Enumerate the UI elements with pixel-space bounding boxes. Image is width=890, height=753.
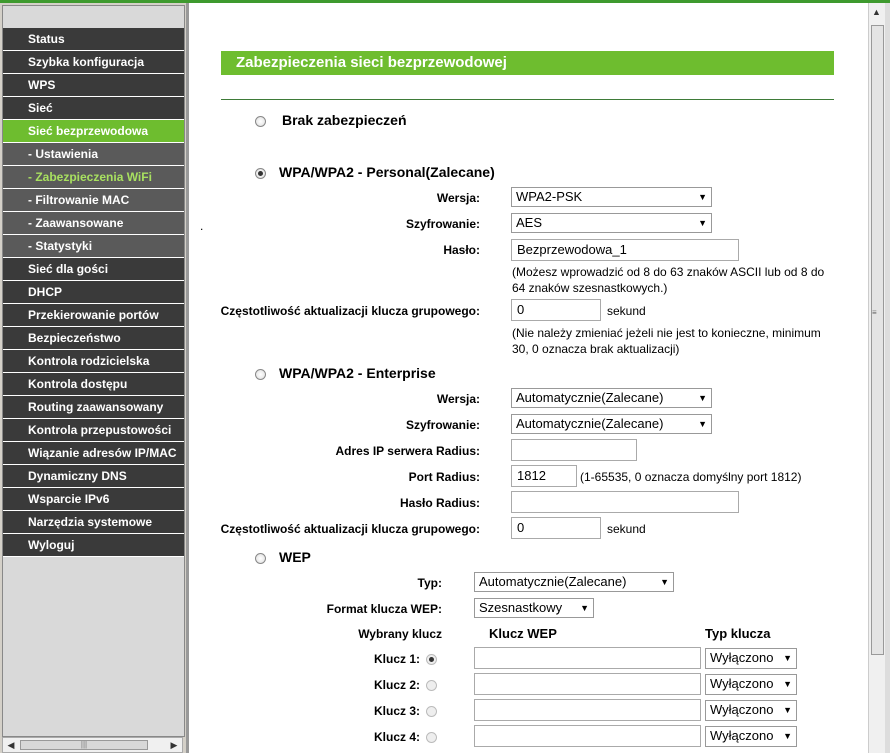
personal-encryption-value: AES [516,215,543,230]
enterprise-group-key-label: Częstotliwość aktualizacji klucza grupowego: [220,522,480,536]
wep-key4-type-select[interactable] [705,726,797,747]
personal-password-hint-1: (Możesz wprowadzić od 8 do 63 znaków ASCII lub od 8 do [512,265,825,279]
enterprise-group-key-unit: sekund [607,522,646,536]
sidebar-item-bandwidth-control[interactable]: Kontrola przepustowości [3,419,184,442]
wep-key2-radio[interactable] [426,680,437,691]
sidebar-horizontal-scrollbar[interactable] [2,737,183,753]
enterprise-version-value: Automatycznie(Zalecane) [516,390,664,405]
wpa-personal-label: WPA/WPA2 - Personal(Zalecane) [279,164,495,180]
wep-col-key: Klucz WEP [489,626,557,641]
sidebar-item-guest-network[interactable]: Sieć dla gości [3,258,184,281]
personal-version-select[interactable] [511,187,712,207]
wep-key3-type-value: Wyłączono [710,702,774,717]
sidebar-subitem-mac-filtering[interactable]: - Filtrowanie MAC [3,189,184,212]
wep-key2-type-select[interactable] [705,674,797,695]
sidebar-item-port-forwarding[interactable]: Przekierowanie portów [3,304,184,327]
chevron-down-icon: ▼ [698,218,707,228]
chevron-down-icon: ▼ [783,653,792,663]
sidebar-subitem-wifi-security[interactable]: - Zabezpieczenia WiFi [3,166,184,189]
chevron-down-icon: ▼ [783,705,792,715]
chevron-down-icon: ▼ [698,419,707,429]
scroll-up-icon[interactable]: ▲ [872,7,881,17]
wep-key3-input[interactable] [474,699,701,721]
scroll-right-icon[interactable]: ▶ [170,740,178,750]
page-title: Zabezpieczenia sieci bezprzewodowej [221,51,834,75]
wpa-enterprise-radio[interactable] [255,369,266,380]
chevron-down-icon: ▼ [580,603,589,613]
wep-key2-label: Klucz 2: [373,678,420,692]
wep-col-selected: Wybrany klucz [358,627,442,641]
personal-password-hint-2: 64 znaków szesnastkowych.) [512,281,668,295]
sidebar-item-dhcp[interactable]: DHCP [3,281,184,304]
wep-key1-input[interactable] [474,647,701,669]
sidebar-item-access-control[interactable]: Kontrola dostępu [3,373,184,396]
personal-encryption-label: Szyfrowanie: [405,217,480,231]
scroll-thumb[interactable]: ||| [20,740,148,750]
personal-password-input[interactable]: Bezprzewodowa_1 [511,239,739,261]
enterprise-group-key-input[interactable]: 0 [511,517,601,539]
enterprise-encryption-select[interactable] [511,414,712,434]
scroll-left-icon[interactable]: ◀ [7,740,15,750]
title-divider [221,99,834,100]
enterprise-encryption-label: Szyfrowanie: [405,418,480,432]
wep-key1-label: Klucz 1: [373,652,420,666]
wep-key1-type-value: Wyłączono [710,650,774,665]
enterprise-version-label: Wersja: [436,392,480,406]
sidebar-frame [0,3,187,753]
wep-key3-radio[interactable] [426,706,437,717]
radius-ip-label: Adres IP serwera Radius: [335,444,480,458]
sidebar-item-parental-control[interactable]: Kontrola rodzicielska [3,350,184,373]
sidebar-item-quick-setup[interactable]: Szybka konfiguracja [3,51,184,74]
personal-version-label: Wersja: [436,191,480,205]
sidebar-item-advanced-routing[interactable]: Routing zaawansowany [3,396,184,419]
sidebar-subitem-settings[interactable]: - Ustawienia [3,143,184,166]
wep-col-type: Typ klucza [705,626,771,641]
wep-format-value: Szesnastkowy [479,600,563,615]
sidebar-item-security[interactable]: Bezpieczeństwo [3,327,184,350]
personal-version-value: WPA2-PSK [516,189,583,204]
wep-key4-radio[interactable] [426,732,437,743]
chevron-down-icon: ▼ [783,731,792,741]
wep-format-select[interactable] [474,598,594,618]
chevron-down-icon: ▼ [698,192,707,202]
sidebar-item-ip-mac-binding[interactable]: Wiązanie adresów IP/MAC [3,442,184,465]
sidebar-subitem-statistics[interactable]: - Statystyki [3,235,184,258]
enterprise-encryption-value: Automatycznie(Zalecane) [516,416,664,431]
personal-group-key-label: Częstotliwość aktualizacji klucza grupowego: [220,304,480,318]
sidebar-item-wireless[interactable]: Sieć bezprzewodowa [3,120,184,143]
wep-type-select[interactable] [474,572,674,592]
personal-password-label: Hasło: [443,243,480,257]
wep-key2-type-value: Wyłączono [710,676,774,691]
sidebar-menu [3,28,184,557]
wep-key4-input[interactable] [474,725,701,747]
sidebar-item-network[interactable]: Sieć [3,97,184,120]
wep-key3-label: Klucz 3: [373,704,420,718]
personal-group-key-hint-2: 30, 0 oznacza brak aktualizacji) [512,342,680,356]
sidebar-item-status[interactable]: Status [3,28,184,51]
sidebar-subitem-advanced[interactable]: - Zaawansowane [3,212,184,235]
wep-key4-label: Klucz 4: [373,730,420,744]
wep-format-label: Format klucza WEP: [326,602,442,616]
wep-key2-input[interactable] [474,673,701,695]
sidebar-panel [2,5,185,737]
chevron-down-icon: ▼ [660,577,669,587]
window-edge [885,3,890,753]
chevron-down-icon: ▼ [698,393,707,403]
stray-dot: . [200,219,204,233]
radius-port-input[interactable]: 1812 [511,465,577,487]
radius-port-label: Port Radius: [408,470,480,484]
wep-key4-type-value: Wyłączono [710,728,774,743]
no-security-label: Brak zabezpieczeń [282,112,407,128]
personal-group-key-input[interactable]: 0 [511,299,601,321]
no-security-radio[interactable] [255,116,266,127]
wep-label: WEP [279,549,311,565]
wpa-personal-radio[interactable] [255,168,266,179]
radius-port-hint: (1-65535, 0 oznacza domyślny port 1812) [580,470,802,484]
wep-key3-type-select[interactable] [705,700,797,721]
personal-encryption-select[interactable] [511,213,712,233]
sidebar-item-ipv6[interactable]: Wsparcie IPv6 [3,488,184,511]
radius-ip-input[interactable] [511,439,637,461]
scroll-thumb[interactable] [871,25,884,655]
personal-group-key-unit: sekund [607,304,646,318]
wep-type-value: Automatycznie(Zalecane) [479,574,627,589]
wep-key1-radio[interactable] [426,654,437,665]
personal-group-key-hint-1: (Nie należy zmieniać jeżeli nie jest to konieczne, minimum [512,326,821,340]
main-vertical-scrollbar[interactable] [868,3,886,753]
sidebar-item-wps[interactable]: WPS [3,74,184,97]
scroll-grip-icon: ≡ [872,308,877,317]
wep-key1-type-select[interactable] [705,648,797,669]
radius-password-label: Hasło Radius: [399,496,480,510]
wep-radio[interactable] [255,553,266,564]
wep-type-label: Typ: [417,576,442,590]
enterprise-version-select[interactable] [511,388,712,408]
wpa-enterprise-label: WPA/WPA2 - Enterprise [279,365,436,381]
sidebar-item-logout[interactable]: Wyloguj [3,534,184,557]
radius-password-input[interactable] [511,491,739,513]
chevron-down-icon: ▼ [783,679,792,689]
sidebar-item-system-tools[interactable]: Narzędzia systemowe [3,511,184,534]
sidebar-item-dynamic-dns[interactable]: Dynamiczny DNS [3,465,184,488]
